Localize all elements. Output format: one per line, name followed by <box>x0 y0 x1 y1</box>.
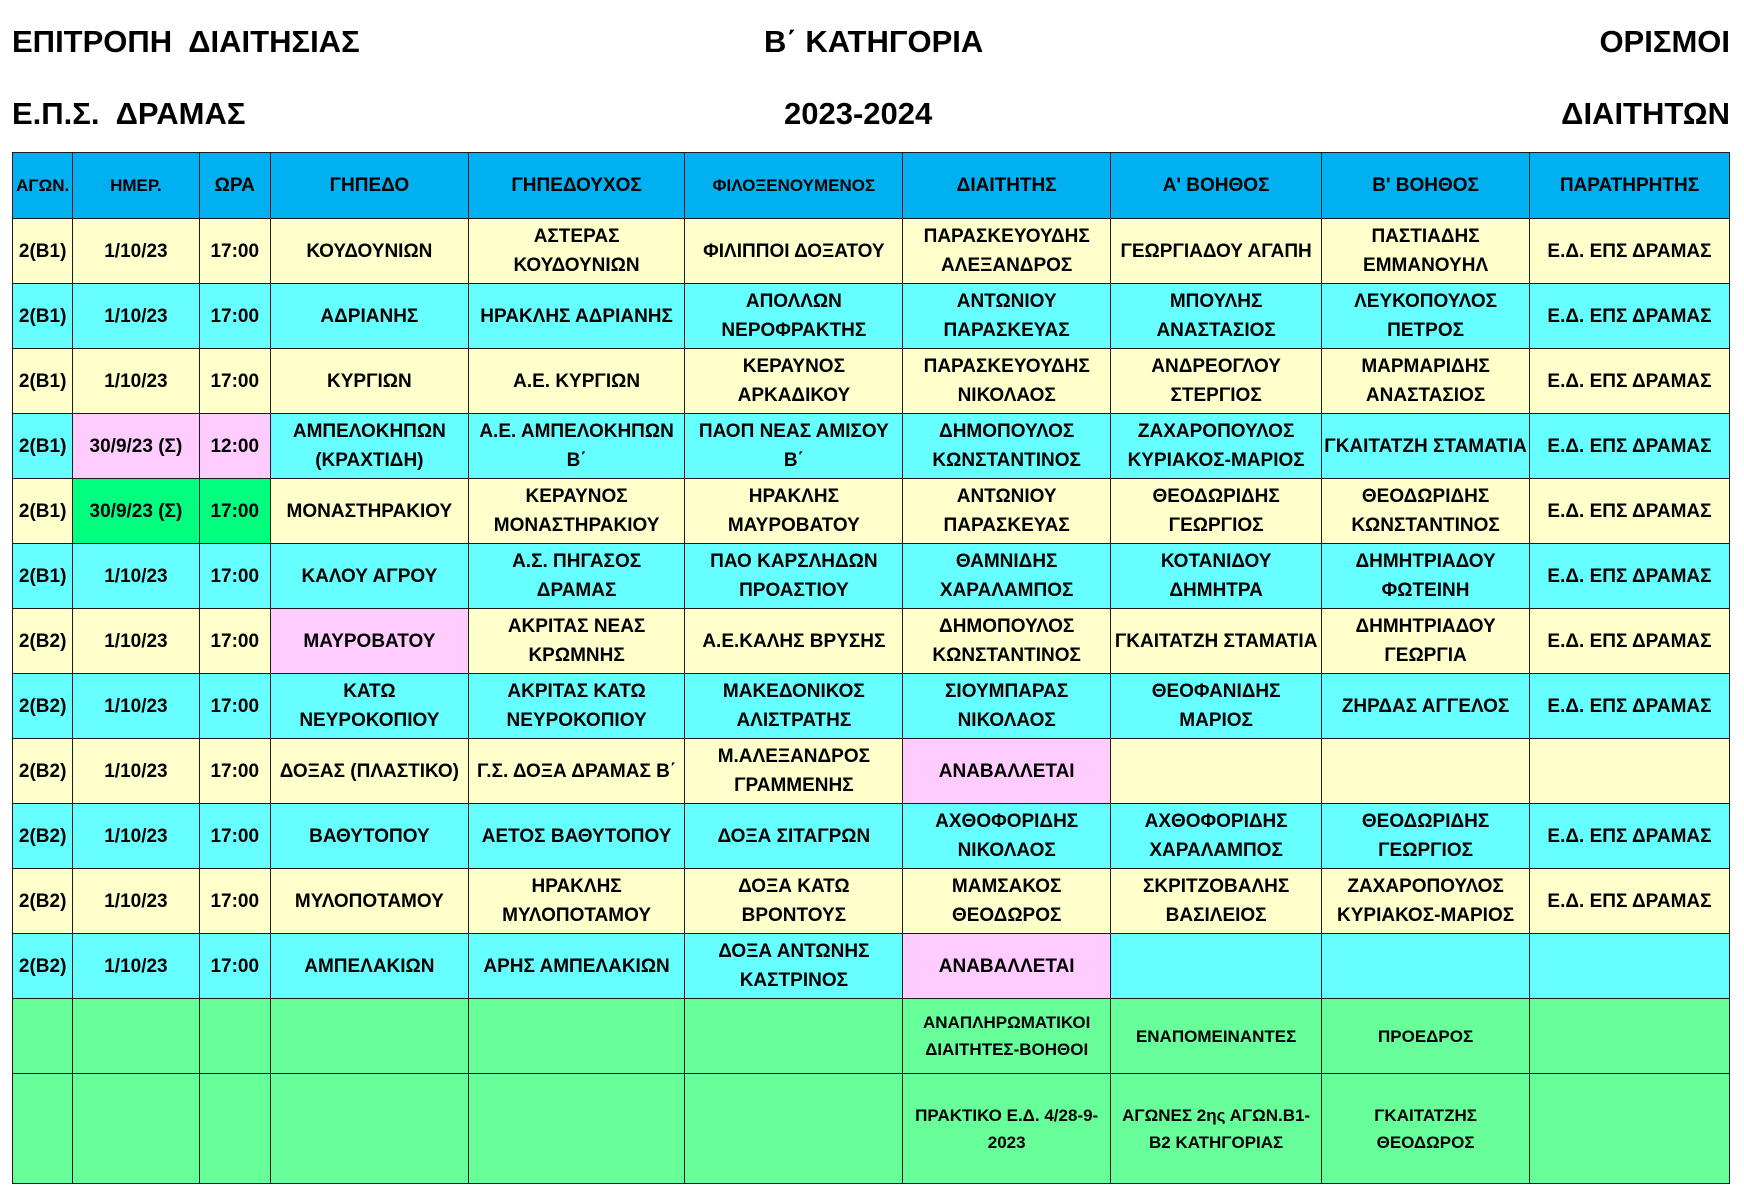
empty-cell <box>468 999 685 1074</box>
remaining-note: ΕΝΑΠΟΜΕΙΝΑΝΤΕΣ <box>1111 999 1322 1074</box>
table-row <box>13 479 1730 544</box>
field-cell: ΚΑΤΩ ΝΕΥΡΟΚΟΠΙΟΥ <box>271 674 469 739</box>
footer-row-minutes <box>13 1074 1730 1184</box>
assistant1-cell: ΖΑΧΑΡΟΠΟΥΛΟΣ ΚΥΡΙΑΚΟΣ-ΜΑΡΙΟΣ <box>1111 414 1322 479</box>
game-cell: 2(Β1) <box>13 219 73 284</box>
table-row <box>13 934 1730 999</box>
time-cell: 17:00 <box>199 674 270 739</box>
committee-title: ΕΠΙΤΡΟΠΗ ΔΙΑΙΤΗΣΙΑΣ <box>12 24 360 59</box>
home-team-cell: ΚΕΡΑΥΝΟΣ ΜΟΝΑΣΤΗΡΑΚΙΟΥ <box>468 479 685 544</box>
time-cell: 17:00 <box>199 739 270 804</box>
game-cell: 2(Β2) <box>13 609 73 674</box>
time-cell: 17:00 <box>199 804 270 869</box>
document-title-line1: ΟΡΙΣΜΟΙ <box>1599 24 1730 59</box>
home-team-cell: Α.Ε. ΚΥΡΓΙΩΝ <box>468 349 685 414</box>
referee-cell: ΜΑΜΣΑΚΟΣ ΘΕΟΔΩΡΟΣ <box>903 869 1111 934</box>
away-team-cell: ΑΠΟΛΛΩΝ ΝΕΡΟΦΡΑΚΤΗΣ <box>685 284 903 349</box>
time-cell: 17:00 <box>199 609 270 674</box>
table-row <box>13 609 1730 674</box>
home-team-cell: ΑΚΡΙΤΑΣ ΝΕΑΣ ΚΡΩΜΝΗΣ <box>468 609 685 674</box>
referee-cell: ΠΑΡΑΣΚΕΥΟΥΔΗΣ ΑΛΕΞΑΝΔΡΟΣ <box>903 219 1111 284</box>
referee-cell: ΘΑΜΝΙΔΗΣ ΧΑΡΑΛΑΜΠΟΣ <box>903 544 1111 609</box>
field-cell: ΚΑΛΟΥ ΑΓΡΟΥ <box>271 544 469 609</box>
table-header-row <box>13 153 1730 219</box>
substitutes-note: ΑΝΑΠΛΗΡΩΜΑΤΙΚΟΙ ΔΙΑΙΤΗΤΕΣ-ΒΟΗΘΟΙ <box>903 999 1111 1074</box>
field-cell: ΒΑΘΥΤΟΠΟΥ <box>271 804 469 869</box>
referee-cell: ΑΧΘΟΦΟΡΙΔΗΣ ΝΙΚΟΛΑΟΣ <box>903 804 1111 869</box>
referee-cell: ΔΗΜΟΠΟΥΛΟΣ ΚΩΝΣΤΑΝΤΙΝΟΣ <box>903 414 1111 479</box>
assistant2-cell: ΛΕΥΚΟΠΟΥΛΟΣ ΠΕΤΡΟΣ <box>1322 284 1530 349</box>
away-team-cell: ΚΕΡΑΥΝΟΣ ΑΡΚΑΔΙΚΟΥ <box>685 349 903 414</box>
assistant2-cell: ΘΕΟΔΩΡΙΔΗΣ ΓΕΩΡΓΙΟΣ <box>1322 804 1530 869</box>
empty-cell <box>271 1074 469 1184</box>
assistant2-cell: ΜΑΡΜΑΡΙΔΗΣ ΑΝΑΣΤΑΣΙΟΣ <box>1322 349 1530 414</box>
date-cell: 1/10/23 <box>73 869 199 934</box>
date-cell: 1/10/23 <box>73 804 199 869</box>
assistant2-cell: ΘΕΟΔΩΡΙΔΗΣ ΚΩΝΣΤΑΝΤΙΝΟΣ <box>1322 479 1530 544</box>
empty-cell <box>1529 999 1729 1074</box>
home-team-cell: ΑΚΡΙΤΑΣ ΚΑΤΩ ΝΕΥΡΟΚΟΠΙΟΥ <box>468 674 685 739</box>
observer-cell: Ε.Δ. ΕΠΣ ΔΡΑΜΑΣ <box>1529 869 1729 934</box>
field-cell: ΑΔΡΙΑΝΗΣ <box>271 284 469 349</box>
observer-cell: Ε.Δ. ΕΠΣ ΔΡΑΜΑΣ <box>1529 219 1729 284</box>
game-cell: 2(Β2) <box>13 804 73 869</box>
assistant1-cell: ΚΟΤΑΝΙΔΟΥ ΔΗΜΗΤΡΑ <box>1111 544 1322 609</box>
field-cell: ΚΥΡΓΙΩΝ <box>271 349 469 414</box>
empty-cell <box>685 1074 903 1184</box>
assistant1-cell <box>1111 934 1322 999</box>
footer-row-substitutes <box>13 999 1730 1074</box>
home-team-cell: Α.Σ. ΠΗΓΑΣΟΣ ΔΡΑΜΑΣ <box>468 544 685 609</box>
observer-cell: Ε.Δ. ΕΠΣ ΔΡΑΜΑΣ <box>1529 479 1729 544</box>
field-cell: ΜΑΥΡΟΒΑΤΟΥ <box>271 609 469 674</box>
time-cell: 17:00 <box>199 479 270 544</box>
assistant1-cell: ΘΕΟΔΩΡΙΔΗΣ ΓΕΩΡΓΙΟΣ <box>1111 479 1322 544</box>
away-team-cell: Α.Ε.ΚΑΛΗΣ ΒΡΥΣΗΣ <box>685 609 903 674</box>
col-header-away: ΦΙΛΟΞΕΝΟΥΜΕΝΟΣ <box>685 153 903 219</box>
observer-cell <box>1529 739 1729 804</box>
date-cell: 1/10/23 <box>73 609 199 674</box>
assistant1-cell: ΜΠΟΥΛΗΣ ΑΝΑΣΤΑΣΙΟΣ <box>1111 284 1322 349</box>
col-header-date: ΗΜΕΡ. <box>73 153 199 219</box>
col-header-assistant1: Α' ΒΟΗΘΟΣ <box>1111 153 1322 219</box>
away-team-cell: ΔΟΞΑ ΣΙΤΑΓΡΩΝ <box>685 804 903 869</box>
referee-cell: ΑΝΤΩΝΙΟΥ ΠΑΡΑΣΚΕΥΑΣ <box>903 284 1111 349</box>
date-cell: 1/10/23 <box>73 934 199 999</box>
empty-cell <box>73 1074 199 1184</box>
season-title: 2023-2024 <box>784 96 933 131</box>
game-cell: 2(Β2) <box>13 739 73 804</box>
field-cell: ΜΥΛΟΠΟΤΑΜΟΥ <box>271 869 469 934</box>
assistant2-cell <box>1322 934 1530 999</box>
game-cell: 2(Β1) <box>13 479 73 544</box>
empty-cell <box>271 999 469 1074</box>
date-cell: 1/10/23 <box>73 544 199 609</box>
field-cell: ΑΜΠΕΛΟΚΗΠΩΝ (ΚΡΑΧΤΙΔΗ) <box>271 414 469 479</box>
home-team-cell: ΑΕΤΟΣ ΒΑΘΥΤΟΠΟΥ <box>468 804 685 869</box>
date-cell: 1/10/23 <box>73 674 199 739</box>
away-team-cell: ΠΑΟ ΚΑΡΣΛΗΔΩΝ ΠΡΟΑΣΤΙΟΥ <box>685 544 903 609</box>
date-cell: 1/10/23 <box>73 739 199 804</box>
table-row <box>13 739 1730 804</box>
table-row <box>13 219 1730 284</box>
empty-cell <box>199 999 270 1074</box>
referee-cell: ΑΝΤΩΝΙΟΥ ΠΑΡΑΣΚΕΥΑΣ <box>903 479 1111 544</box>
game-cell: 2(Β1) <box>13 544 73 609</box>
col-header-field: ΓΗΠΕΔΟ <box>271 153 469 219</box>
game-cell: 2(Β1) <box>13 349 73 414</box>
observer-cell: Ε.Δ. ΕΠΣ ΔΡΑΜΑΣ <box>1529 414 1729 479</box>
observer-cell: Ε.Δ. ΕΠΣ ΔΡΑΜΑΣ <box>1529 284 1729 349</box>
home-team-cell: ΑΣΤΕΡΑΣ ΚΟΥΔΟΥΝΙΩΝ <box>468 219 685 284</box>
date-cell: 30/9/23 (Σ) <box>73 414 199 479</box>
time-cell: 17:00 <box>199 934 270 999</box>
col-header-time: ΩΡΑ <box>199 153 270 219</box>
observer-cell: Ε.Δ. ΕΠΣ ΔΡΑΜΑΣ <box>1529 609 1729 674</box>
minutes-reference: ΠΡΑΚΤΙΚΟ Ε.Δ. 4/28-9-2023 <box>903 1074 1111 1184</box>
referee-cell-postponed: ΑΝΑΒΑΛΛΕΤΑΙ <box>903 739 1111 804</box>
document-title-line2: ΔΙΑΙΤΗΤΩΝ <box>1561 96 1730 131</box>
assistant1-cell: ΘΕΟΦΑΝΙΔΗΣ ΜΑΡΙΟΣ <box>1111 674 1322 739</box>
date-cell: 1/10/23 <box>73 349 199 414</box>
assistant1-cell: ΓΕΩΡΓΙΑΔΟΥ ΑΓΑΠΗ <box>1111 219 1322 284</box>
table-row <box>13 544 1730 609</box>
empty-cell <box>13 1074 73 1184</box>
away-team-cell: ΔΟΞΑ ΚΑΤΩ ΒΡΟΝΤΟΥΣ <box>685 869 903 934</box>
home-team-cell: ΑΡΗΣ ΑΜΠΕΛΑΚΙΩΝ <box>468 934 685 999</box>
observer-cell <box>1529 934 1729 999</box>
away-team-cell: ΦΙΛΙΠΠΟΙ ΔΟΞΑΤΟΥ <box>685 219 903 284</box>
assistant1-cell: ΓΚΑΙΤΑΤΖΗ ΣΤΑΜΑΤΙΑ <box>1111 609 1322 674</box>
assistant2-cell <box>1322 739 1530 804</box>
home-team-cell: Γ.Σ. ΔΟΞΑ ΔΡΑΜΑΣ Β΄ <box>468 739 685 804</box>
empty-cell <box>468 1074 685 1184</box>
field-cell: ΑΜΠΕΛΑΚΙΩΝ <box>271 934 469 999</box>
assistant1-cell: ΑΧΘΟΦΟΡΙΔΗΣ ΧΑΡΑΛΑΜΠΟΣ <box>1111 804 1322 869</box>
field-cell: ΜΟΝΑΣΤΗΡΑΚΙΟΥ <box>271 479 469 544</box>
home-team-cell: Α.Ε. ΑΜΠΕΛΟΚΗΠΩΝ Β΄ <box>468 414 685 479</box>
president-name: ΓΚΑΙΤΑΤΖΗΣ ΘΕΟΔΩΡΟΣ <box>1322 1074 1530 1184</box>
date-cell: 1/10/23 <box>73 219 199 284</box>
field-cell: ΔΟΞΑΣ (ΠΛΑΣΤΙΚΟ) <box>271 739 469 804</box>
observer-cell: Ε.Δ. ΕΠΣ ΔΡΑΜΑΣ <box>1529 349 1729 414</box>
time-cell: 17:00 <box>199 544 270 609</box>
assistant1-cell: ΣΚΡΙΤΖΟΒΑΛΗΣ ΒΑΣΙΛΕΙΟΣ <box>1111 869 1322 934</box>
time-cell: 17:00 <box>199 869 270 934</box>
away-team-cell: ΠΑΟΠ ΝΕΑΣ ΑΜΙΣΟΥ Β΄ <box>685 414 903 479</box>
empty-cell <box>73 999 199 1074</box>
col-header-assistant2: Β' ΒΟΗΘΟΣ <box>1322 153 1530 219</box>
assistant2-cell: ΔΗΜΗΤΡΙΑΔΟΥ ΓΕΩΡΓΙΑ <box>1322 609 1530 674</box>
table-row <box>13 869 1730 934</box>
time-cell: 12:00 <box>199 414 270 479</box>
assistant2-cell: ΖΑΧΑΡΟΠΟΥΛΟΣ ΚΥΡΙΑΚΟΣ-ΜΑΡΙΟΣ <box>1322 869 1530 934</box>
referee-assignments-table <box>12 152 1730 1184</box>
observer-cell: Ε.Δ. ΕΠΣ ΔΡΑΜΑΣ <box>1529 544 1729 609</box>
table-row <box>13 349 1730 414</box>
assistant2-cell: ΔΗΜΗΤΡΙΑΔΟΥ ΦΩΤΕΙΝΗ <box>1322 544 1530 609</box>
table-row <box>13 284 1730 349</box>
date-cell: 30/9/23 (Σ) <box>73 479 199 544</box>
away-team-cell: ΗΡΑΚΛΗΣ ΜΑΥΡΟΒΑΤΟΥ <box>685 479 903 544</box>
away-team-cell: ΔΟΞΑ ΑΝΤΩΝΗΣ ΚΑΣΤΡΙΝΟΣ <box>685 934 903 999</box>
table-row <box>13 674 1730 739</box>
referee-cell: ΔΗΜΟΠΟΥΛΟΣ ΚΩΝΣΤΑΝΤΙΝΟΣ <box>903 609 1111 674</box>
referee-cell: ΠΑΡΑΣΚΕΥΟΥΔΗΣ ΝΙΚΟΛΑΟΣ <box>903 349 1111 414</box>
assistant2-cell: ΖΗΡΔΑΣ ΑΓΓΕΛΟΣ <box>1322 674 1530 739</box>
president-label: ΠΡΟΕΔΡΟΣ <box>1322 999 1530 1074</box>
assistant2-cell: ΓΚΑΙΤΑΤΖΗ ΣΤΑΜΑΤΙΑ <box>1322 414 1530 479</box>
observer-cell: Ε.Δ. ΕΠΣ ΔΡΑΜΑΣ <box>1529 804 1729 869</box>
table-row <box>13 414 1730 479</box>
time-cell: 17:00 <box>199 219 270 284</box>
away-team-cell: Μ.ΑΛΕΞΑΝΔΡΟΣ ΓΡΑΜΜΕΝΗΣ <box>685 739 903 804</box>
assistant1-cell <box>1111 739 1322 804</box>
col-header-game: ΑΓΩΝ. <box>13 153 73 219</box>
col-header-home: ΓΗΠΕΔΟΥΧΟΣ <box>468 153 685 219</box>
date-cell: 1/10/23 <box>73 284 199 349</box>
matches-reference: ΑΓΩΝΕΣ 2ης ΑΓΩΝ.Β1-Β2 ΚΑΤΗΓΟΡΙΑΣ <box>1111 1074 1322 1184</box>
game-cell: 2(Β2) <box>13 869 73 934</box>
time-cell: 17:00 <box>199 349 270 414</box>
home-team-cell: ΗΡΑΚΛΗΣ ΜΥΛΟΠΟΤΑΜΟΥ <box>468 869 685 934</box>
empty-cell <box>1529 1074 1729 1184</box>
game-cell: 2(Β2) <box>13 674 73 739</box>
field-cell: ΚΟΥΔΟΥΝΙΩΝ <box>271 219 469 284</box>
time-cell: 17:00 <box>199 284 270 349</box>
referee-cell: ΣΙΟΥΜΠΑΡΑΣ ΝΙΚΟΛΑΟΣ <box>903 674 1111 739</box>
away-team-cell: ΜΑΚΕΔΟΝΙΚΟΣ ΑΛΙΣΤΡΑΤΗΣ <box>685 674 903 739</box>
table-row <box>13 804 1730 869</box>
home-team-cell: ΗΡΑΚΛΗΣ ΑΔΡΙΑΝΗΣ <box>468 284 685 349</box>
game-cell: 2(Β1) <box>13 284 73 349</box>
empty-cell <box>685 999 903 1074</box>
col-header-referee: ΔΙΑΙΤΗΤΗΣ <box>903 153 1111 219</box>
category-title: Β΄ ΚΑΤΗΓΟΡΙΑ <box>764 24 984 59</box>
assistant1-cell: ΑΝΔΡΕΟΓΛΟΥ ΣΤΕΡΓΙΟΣ <box>1111 349 1322 414</box>
empty-cell <box>199 1074 270 1184</box>
game-cell: 2(Β1) <box>13 414 73 479</box>
empty-cell <box>13 999 73 1074</box>
game-cell: 2(Β2) <box>13 934 73 999</box>
referee-cell-postponed: ΑΝΑΒΑΛΛΕΤΑΙ <box>903 934 1111 999</box>
col-header-observer: ΠΑΡΑΤΗΡΗΤΗΣ <box>1529 153 1729 219</box>
assistant2-cell: ΠΑΣΤΙΑΔΗΣ ΕΜΜΑΝΟΥΗΛ <box>1322 219 1530 284</box>
federation-name: Ε.Π.Σ. ΔΡΑΜΑΣ <box>12 96 246 131</box>
observer-cell: Ε.Δ. ΕΠΣ ΔΡΑΜΑΣ <box>1529 674 1729 739</box>
